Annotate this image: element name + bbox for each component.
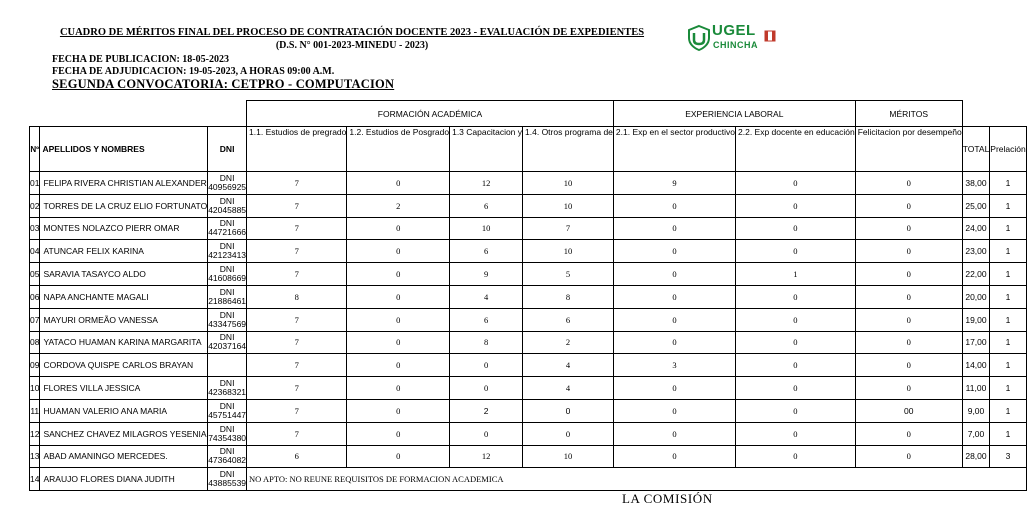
cell-estudios-pregrado: 6 <box>247 445 347 468</box>
group-meritos: MÉRITOS <box>855 101 962 127</box>
cell-felicitacion: 0 <box>855 172 962 195</box>
cell-n: 13 <box>30 445 40 468</box>
cell-name: FLORES VILLA JESSICA <box>40 377 208 400</box>
cell-estudios-pregrado: 7 <box>247 194 347 217</box>
cell-felicitacion: 0 <box>855 240 962 263</box>
col-otros-programas: 1.4. Otros programa de <box>523 127 614 172</box>
cell-prelacion: 1 <box>990 263 1026 286</box>
cell-felicitacion: 0 <box>855 354 962 377</box>
merit-table <box>29 100 1027 491</box>
cell-exp-docente: 0 <box>736 445 856 468</box>
cell-prelacion: 1 <box>990 194 1026 217</box>
dni-label: DNI <box>219 241 235 252</box>
cell-exp-docente: 1 <box>736 263 856 286</box>
cell-exp-docente: 0 <box>736 308 856 331</box>
cell-exp-docente: 0 <box>736 240 856 263</box>
cell-exp-sector: 0 <box>613 285 735 308</box>
cell-estudios-posgrado: 0 <box>347 377 450 400</box>
table-row <box>30 194 1027 217</box>
cell-total: 23,00 <box>962 240 990 263</box>
cell-total: 22,00 <box>962 263 990 286</box>
cell-n: 10 <box>30 377 40 400</box>
cell-dni <box>208 422 247 445</box>
cell-prelacion: 1 <box>990 354 1026 377</box>
cell-exp-sector: 0 <box>613 331 735 354</box>
cell-total: 38,00 <box>962 172 990 195</box>
cell-n: 14 <box>30 468 40 491</box>
dni-label: DNI <box>219 286 235 297</box>
cell-capacitacion: 12 <box>450 172 523 195</box>
cell-name: NAPA ANCHANTE MAGALI <box>40 285 208 308</box>
table-row <box>30 172 1027 195</box>
cell-prelacion: 1 <box>990 422 1026 445</box>
cell-estudios-pregrado: 7 <box>247 263 347 286</box>
cell-estudios-posgrado: 0 <box>347 331 450 354</box>
cell-n: 04 <box>30 240 40 263</box>
table-row <box>30 217 1027 240</box>
cell-dni <box>208 377 247 400</box>
cell-felicitacion: 0 <box>855 308 962 331</box>
cell-name: HUAMAN VALERIO ANA MARIA <box>40 399 208 422</box>
cell-exp-sector: 0 <box>613 399 735 422</box>
cell-total: 20,00 <box>962 285 990 308</box>
col-capacitacion: 1.3 Capacitacion y <box>450 127 523 172</box>
cell-exp-sector: 0 <box>613 194 735 217</box>
cell-n: 09 <box>30 354 40 377</box>
dni-number: 45751447 <box>208 409 247 420</box>
column-header-row <box>30 127 1027 172</box>
no-apto-note: NO APTO: NO REUNE REQUISITOS DE FORMACION ACADEMICA <box>247 468 1027 491</box>
cell-otros-programas: 6 <box>523 308 614 331</box>
cell-estudios-posgrado: 0 <box>347 240 450 263</box>
cell-capacitacion: 9 <box>450 263 523 286</box>
cell-estudios-posgrado: 0 <box>347 445 450 468</box>
cell-exp-docente: 0 <box>736 285 856 308</box>
dni-label: DNI <box>219 423 235 434</box>
cell-estudios-posgrado: 0 <box>347 422 450 445</box>
cell-felicitacion: 0 <box>855 285 962 308</box>
cell-exp-docente: 0 <box>736 217 856 240</box>
cell-felicitacion: 0 <box>855 445 962 468</box>
cell-exp-sector: 0 <box>613 422 735 445</box>
cell-estudios-posgrado: 0 <box>347 285 450 308</box>
dni-number: 42037164 <box>208 341 247 352</box>
cell-dni <box>208 240 247 263</box>
cell-otros-programas: 10 <box>523 240 614 263</box>
cell-otros-programas: 4 <box>523 354 614 377</box>
table-row <box>30 445 1027 468</box>
cell-prelacion: 3 <box>990 445 1026 468</box>
cell-felicitacion: 0 <box>855 194 962 217</box>
cell-total: 11,00 <box>962 377 990 400</box>
dni-label: DNI <box>219 400 235 411</box>
ugel-logo <box>688 23 778 55</box>
emblem-icon <box>764 29 776 43</box>
cell-total: 17,00 <box>962 331 990 354</box>
group-formacion: FORMACIÓN ACADÉMICA <box>247 101 614 127</box>
col-exp-sector: 2.1. Exp en el sector productivo <box>613 127 735 172</box>
dni-number: 43885539 <box>208 478 247 489</box>
cell-name: ATUNCAR FELIX KARINA <box>40 240 208 263</box>
cell-estudios-posgrado: 0 <box>347 217 450 240</box>
cell-total: 28,00 <box>962 445 990 468</box>
cell-felicitacion: 0 <box>855 263 962 286</box>
cell-otros-programas: 0 <box>523 422 614 445</box>
cell-name: TORRES DE LA CRUZ ELIO FORTUNATO <box>40 194 208 217</box>
cell-n: 11 <box>30 399 40 422</box>
dni-label: DNI <box>219 446 235 457</box>
cell-capacitacion: 0 <box>450 377 523 400</box>
table-row <box>30 285 1027 308</box>
cell-total: 14,00 <box>962 354 990 377</box>
cell-exp-docente: 0 <box>736 422 856 445</box>
cell-dni <box>208 468 247 491</box>
cell-estudios-pregrado: 7 <box>247 399 347 422</box>
cell-estudios-pregrado: 7 <box>247 331 347 354</box>
ugel-shield-icon <box>688 25 710 51</box>
cell-exp-sector: 0 <box>613 217 735 240</box>
cell-dni <box>208 172 247 195</box>
cell-exp-docente: 0 <box>736 194 856 217</box>
cell-prelacion: 1 <box>990 240 1026 263</box>
cell-dni <box>208 331 247 354</box>
cell-estudios-pregrado: 7 <box>247 172 347 195</box>
group-experiencia: EXPERIENCIA LABORAL <box>613 101 855 127</box>
cell-name: CORDOVA QUISPE CARLOS BRAYAN <box>40 354 208 377</box>
dni-label: DNI <box>219 218 235 229</box>
table-row <box>30 422 1027 445</box>
cell-exp-sector: 3 <box>613 354 735 377</box>
cell-n: 01 <box>30 172 40 195</box>
cell-estudios-posgrado: 0 <box>347 354 450 377</box>
cell-dni <box>208 285 247 308</box>
cell-name: MONTES NOLAZCO PIERR OMAR <box>40 217 208 240</box>
table-row <box>30 308 1027 331</box>
col-name: APELLIDOS Y NOMBRES <box>40 127 208 172</box>
cell-estudios-posgrado: 0 <box>347 172 450 195</box>
cell-n: 02 <box>30 194 40 217</box>
cell-n: 05 <box>30 263 40 286</box>
cell-prelacion: 1 <box>990 285 1026 308</box>
col-exp-docente: 2.2. Exp docente en educación <box>736 127 856 172</box>
cell-capacitacion: 8 <box>450 331 523 354</box>
col-estudios-posgrado: 1.2. Estudios de Posgrado <box>347 127 450 172</box>
cell-dni <box>208 445 247 468</box>
dni-number: 40956925 <box>208 181 247 192</box>
col-total: TOTAL <box>962 127 990 172</box>
cell-exp-sector: 0 <box>613 240 735 263</box>
cell-name: ABAD AMANINGO MERCEDES. <box>40 445 208 468</box>
cell-name: YATACO HUAMAN KARINA MARGARITA <box>40 331 208 354</box>
cell-capacitacion: 0 <box>450 354 523 377</box>
cell-name: SANCHEZ CHAVEZ MILAGROS YESENIA <box>40 422 208 445</box>
cell-otros-programas: 2 <box>523 331 614 354</box>
dni-label: DNI <box>219 378 235 389</box>
cell-total: 9,00 <box>962 399 990 422</box>
col-estudios-pregrado: 1.1. Estudios de pregrado <box>247 127 347 172</box>
cell-exp-docente: 0 <box>736 354 856 377</box>
cell-name: SARAVIA TASAYCO ALDO <box>40 263 208 286</box>
dni-number: 47364082 <box>208 455 247 466</box>
cell-otros-programas: 4 <box>523 377 614 400</box>
table-row-last <box>30 468 1027 491</box>
col-felicitacion: Felicitacion por desempeño <box>855 127 962 172</box>
dni-number: 74354380 <box>208 432 247 443</box>
cell-total: 25,00 <box>962 194 990 217</box>
cell-otros-programas: 10 <box>523 194 614 217</box>
cell-prelacion: 1 <box>990 377 1026 400</box>
cell-prelacion: 1 <box>990 217 1026 240</box>
cell-capacitacion: 6 <box>450 194 523 217</box>
cell-estudios-pregrado: 7 <box>247 422 347 445</box>
table-row <box>30 331 1027 354</box>
cell-exp-docente: 0 <box>736 377 856 400</box>
cell-prelacion: 1 <box>990 331 1026 354</box>
cell-total: 7,00 <box>962 422 990 445</box>
cell-estudios-posgrado: 0 <box>347 308 450 331</box>
cell-dni <box>208 217 247 240</box>
cell-name: FELIPA RIVERA CHRISTIAN ALEXANDER <box>40 172 208 195</box>
cell-estudios-pregrado: 7 <box>247 240 347 263</box>
table-row <box>30 240 1027 263</box>
cell-prelacion: 1 <box>990 308 1026 331</box>
cell-otros-programas: 10 <box>523 445 614 468</box>
cell-otros-programas: 0 <box>523 399 614 422</box>
dni-number: 42368321 <box>208 387 247 398</box>
cell-otros-programas: 7 <box>523 217 614 240</box>
cell-exp-docente: 0 <box>736 399 856 422</box>
cell-n: 07 <box>30 308 40 331</box>
cell-capacitacion: 10 <box>450 217 523 240</box>
cell-otros-programas: 5 <box>523 263 614 286</box>
dni-label: DNI <box>219 172 235 183</box>
cell-exp-sector: 0 <box>613 445 735 468</box>
cell-estudios-posgrado: 0 <box>347 263 450 286</box>
dni-number: 42045885 <box>208 204 247 215</box>
cell-capacitacion: 6 <box>450 240 523 263</box>
cell-otros-programas: 10 <box>523 172 614 195</box>
dni-label: DNI <box>219 309 235 320</box>
cell-estudios-posgrado: 2 <box>347 194 450 217</box>
logo-text-chincha: CHINCHA <box>713 40 758 50</box>
cell-n: 03 <box>30 217 40 240</box>
cell-exp-sector: 9 <box>613 172 735 195</box>
table-row <box>30 354 1027 377</box>
table-row <box>30 399 1027 422</box>
cell-felicitacion: 0 <box>855 422 962 445</box>
cell-estudios-pregrado: 7 <box>247 217 347 240</box>
cell-capacitacion: 6 <box>450 308 523 331</box>
cell-felicitacion: 0 <box>855 217 962 240</box>
cell-prelacion: 1 <box>990 172 1026 195</box>
dni-number: 42123413 <box>208 250 247 261</box>
cell-dni <box>208 194 247 217</box>
cell-estudios-pregrado: 7 <box>247 377 347 400</box>
cell-total: 19,00 <box>962 308 990 331</box>
document-subtitle: (D.S. N° 001-2023-MINEDU - 2023) <box>275 40 429 51</box>
dni-number: 21886461 <box>208 295 247 306</box>
cell-dni <box>208 308 247 331</box>
cell-name: MAYURI ORMEÃO VANESSA <box>40 308 208 331</box>
cell-exp-docente: 0 <box>736 331 856 354</box>
cell-n: 06 <box>30 285 40 308</box>
cell-exp-sector: 0 <box>613 377 735 400</box>
cell-estudios-posgrado: 0 <box>347 399 450 422</box>
cell-felicitacion: 00 <box>855 399 962 422</box>
cell-dni <box>208 399 247 422</box>
cell-capacitacion: 4 <box>450 285 523 308</box>
cell-capacitacion: 0 <box>450 422 523 445</box>
cell-felicitacion: 0 <box>855 377 962 400</box>
cell-n: 12 <box>30 422 40 445</box>
dni-label: DNI <box>219 264 235 275</box>
col-dni: DNI <box>208 127 247 172</box>
dni-number: 41608669 <box>208 273 247 284</box>
dni-label: DNI <box>219 469 235 480</box>
logo-text-ugel: UGEL <box>712 22 756 39</box>
cell-prelacion: 1 <box>990 399 1026 422</box>
cell-capacitacion: 2 <box>450 399 523 422</box>
cell-total: 24,00 <box>962 217 990 240</box>
cell-dni <box>208 354 247 377</box>
cell-otros-programas: 8 <box>523 285 614 308</box>
signature-label: LA COMISIÓN <box>622 491 713 506</box>
cell-exp-sector: 0 <box>613 308 735 331</box>
cell-estudios-pregrado: 8 <box>247 285 347 308</box>
cell-exp-docente: 0 <box>736 172 856 195</box>
dni-label: DNI <box>219 332 235 343</box>
cell-estudios-pregrado: 7 <box>247 308 347 331</box>
cell-name: ARAUJO FLORES DIANA JUDITH <box>40 468 208 491</box>
group-header-row <box>30 101 1027 127</box>
document-title: CUADRO DE MÉRITOS FINAL DEL PROCESO DE CONTRATACIÓN DOCENTE 2023 - EVALUACIÓN DE EXPEDIENTES <box>59 27 645 38</box>
cell-capacitacion: 12 <box>450 445 523 468</box>
cell-felicitacion: 0 <box>855 331 962 354</box>
col-prelacion: Prelación <box>990 127 1026 172</box>
adjudication-date: FECHA DE ADJUDICACION: 19-05-2023, A HORAS 09:00 A.M. <box>52 66 335 77</box>
publication-date: FECHA DE PUBLICACION: 18-05-2023 <box>52 54 229 65</box>
cell-n: 08 <box>30 331 40 354</box>
table-row <box>30 377 1027 400</box>
dni-number: 43347569 <box>208 318 247 329</box>
dni-label: DNI <box>219 195 235 206</box>
table-row <box>30 263 1027 286</box>
dni-number: 44721666 <box>208 227 247 238</box>
cell-dni <box>208 263 247 286</box>
cell-estudios-pregrado: 7 <box>247 354 347 377</box>
col-n: Nº <box>30 127 40 172</box>
cell-exp-sector: 0 <box>613 263 735 286</box>
convocatoria-label: SEGUNDA CONVOCATORIA: CETPRO - COMPUTACION <box>52 77 395 91</box>
